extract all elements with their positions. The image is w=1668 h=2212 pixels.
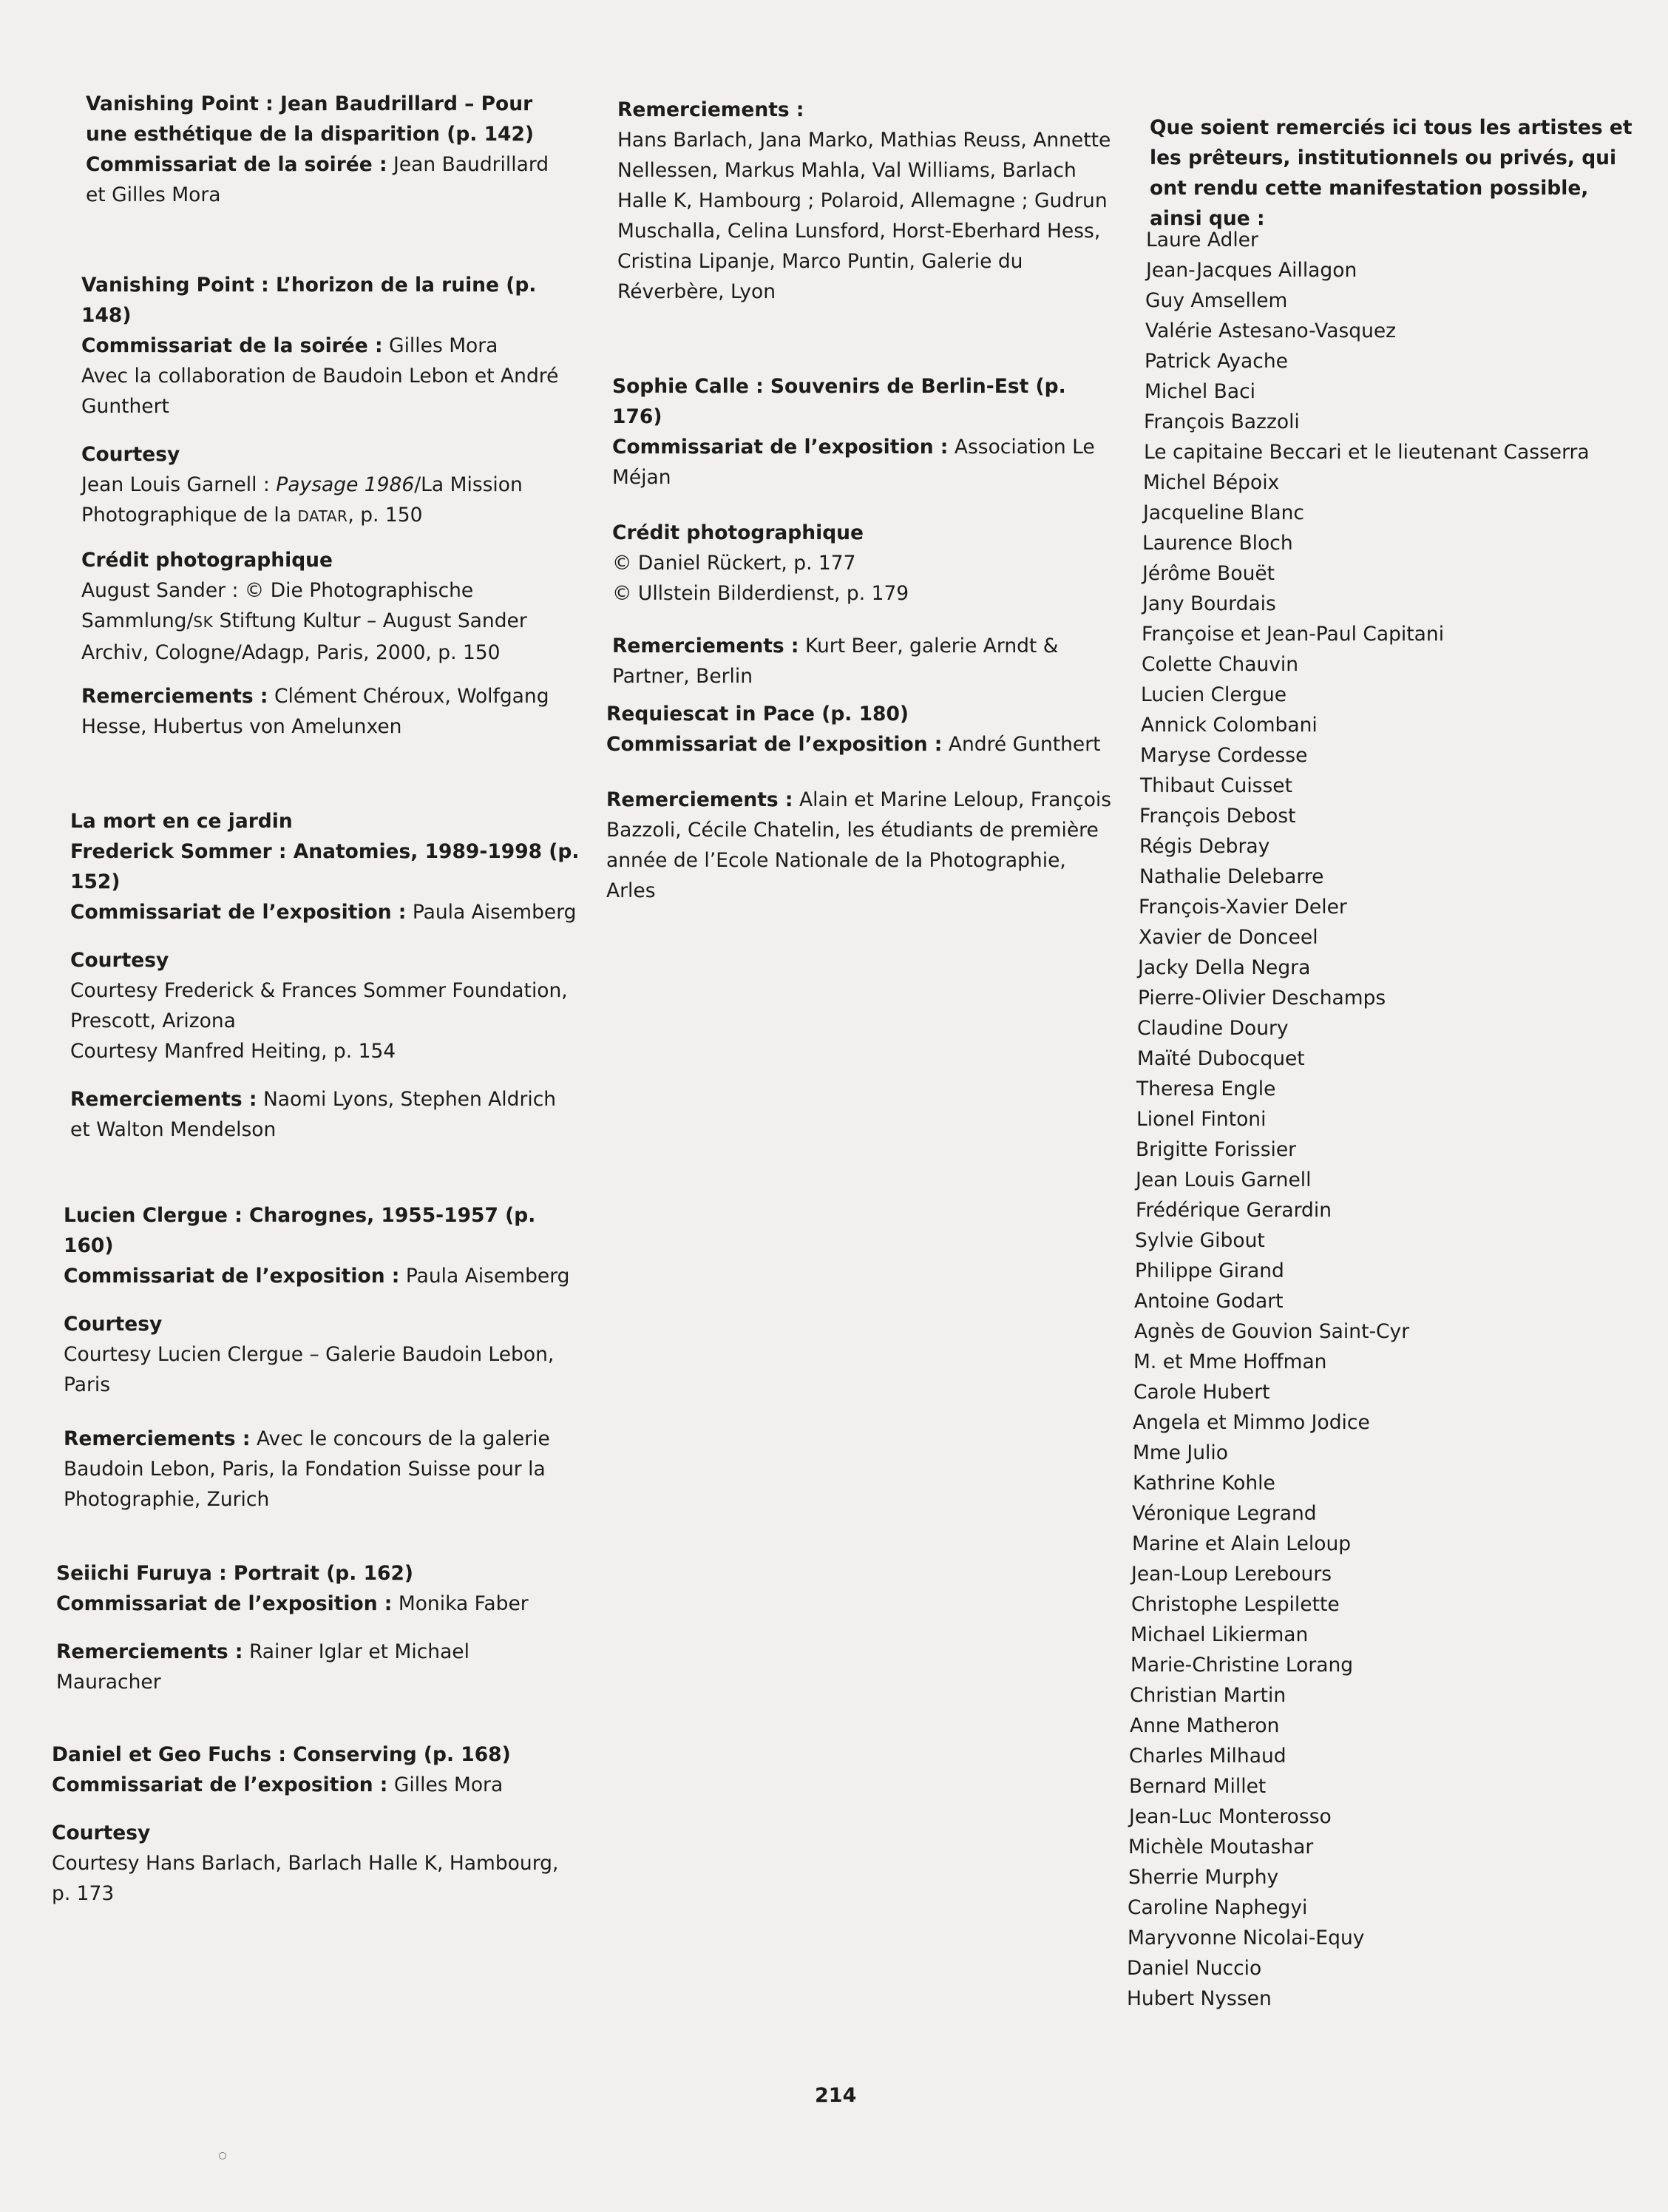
acknowledgement-name: Jean-Jacques Aillagon — [1146, 259, 1357, 282]
acknowledgement-name: Patrick Ayache — [1145, 350, 1288, 373]
section-requiescat — [606, 699, 1116, 906]
acknowledgement-name: Michel Bépoix — [1143, 471, 1280, 494]
acknowledgement-name: Thibaut Cuisset — [1140, 774, 1292, 797]
thanks-label: Remerciements : — [617, 98, 804, 121]
thanks-line: Remerciements : Naomi Lyons, Stephen Aldrich et Walton Mendelson — [70, 1088, 557, 1141]
thanks-line: Remerciements : Clément Chéroux, Wolfgang Hesse, Hubertus von Amelunxen — [81, 685, 549, 738]
page-number: 214 — [815, 2084, 857, 2107]
acknowledgement-name: Laurence Bloch — [1142, 532, 1293, 555]
courtesy-value: Jean Louis Garnell : Paysage 1986/La Mission Photographique de la DATAR, p. 150 — [81, 473, 523, 527]
acknowledgement-intro — [1150, 112, 1638, 234]
curator-line: Commissariat de l’exposition : Paula Aisemberg — [70, 901, 577, 924]
acknowledgement-name: Angela et Mimmo Jodice — [1133, 1411, 1370, 1434]
section-calle — [612, 371, 1115, 691]
courtesy-value: Courtesy Lucien Clergue – Galerie Baudoin Lebon, Paris — [64, 1343, 555, 1396]
acknowledgement-name: Marie-Christine Lorang — [1130, 1654, 1354, 1677]
acknowledgement-name: Pierre-Olivier Deschamps — [1138, 987, 1386, 1009]
acknowledgement-name: Jean Louis Garnell — [1136, 1168, 1312, 1191]
acknowledgement-name: Agnès de Gouvion Saint-Cyr — [1134, 1320, 1410, 1343]
acknowledgement-name: Françoise et Jean-Paul Capitani — [1142, 623, 1445, 646]
section-clergue — [64, 1200, 574, 1515]
thanks-line: Remerciements : Rainer Iglar et Michael Mauracher — [56, 1640, 469, 1694]
thanks-value: Hans Barlach, Jana Marko, Mathias Reuss, Annette Nellessen, Markus Mahla, Val Williams, Barlach Halle K, Hambourg ; Polaroid, Allemagne ; Gudrun Muschalla, Celina Lunsford, Horst-Eberhard Hess, Cristina Lipanje, Marco Puntin, Galerie du Réverbère, Lyon — [617, 129, 1111, 303]
credit-line-2: © Ullstein Bilderdienst, p. 179 — [612, 582, 909, 605]
acknowledgement-name: Caroline Naphegyi — [1128, 1896, 1308, 1919]
acknowledgement-name: Colette Chauvin — [1142, 653, 1299, 676]
acknowledgement-name: Véronique Legrand — [1132, 1502, 1317, 1525]
acknowledgement-name: Daniel Nuccio — [1127, 1957, 1262, 1980]
acknowledgement-name: Marine et Alain Leloup — [1132, 1532, 1352, 1555]
acknowledgement-name: Annick Colombani — [1141, 714, 1318, 737]
courtesy-label: Courtesy — [52, 1822, 151, 1844]
acknowledgement-text: Que soient remerciés ici tous les artistes et les prêteurs, institutionnels ou privés, qui ont rendu cette manifestation possible, ainsi que : — [1150, 116, 1633, 230]
acknowledgement-name: Sherrie Murphy — [1128, 1866, 1279, 1889]
acknowledgement-name: Frédérique Gerardin — [1136, 1199, 1332, 1222]
acknowledgement-name: Kathrine Kohle — [1133, 1472, 1275, 1495]
acknowledgement-name: Michèle Moutashar — [1128, 1836, 1314, 1858]
courtesy-label: Courtesy — [70, 949, 169, 972]
acknowledgement-name: Lionel Fintoni — [1136, 1108, 1267, 1131]
acknowledgement-name: Régis Debray — [1139, 835, 1270, 858]
credit-value: August Sander : © Die Photographische Sammlung/SK Stiftung Kultur – August Sander Archiv, Cologne/Adagp, Paris, 2000, p. 150 — [81, 579, 527, 664]
acknowledgement-name: Maryse Cordesse — [1140, 744, 1308, 767]
acknowledgement-name: Jean-Loup Lerebours — [1131, 1563, 1332, 1586]
acknowledgement-name: Jacky Della Negra — [1138, 956, 1311, 979]
acknowledgement-name: Maryvonne Nicolai-Equy — [1128, 1927, 1365, 1949]
section-title: Requiescat in Pace (p. 180) — [606, 703, 909, 726]
acknowledgement-name: Carole Hubert — [1133, 1381, 1270, 1404]
acknowledgement-name: Hubert Nyssen — [1127, 1987, 1272, 2010]
section-title: Sophie Calle : Souvenirs de Berlin-Est (p. 176) — [612, 375, 1066, 428]
acknowledgement-name: Laure Adler — [1146, 229, 1258, 251]
curator-line: Commissariat de l’exposition : Paula Aisemberg — [64, 1265, 570, 1288]
acknowledgement-name: Lucien Clergue — [1141, 683, 1287, 706]
curator-line: Commissariat de la soirée : Jean Baudrillard et Gilles Mora — [86, 153, 549, 206]
curator-line: Commissariat de l’exposition : Association Le Méjan — [612, 436, 1095, 489]
acknowledgement-name: Christian Martin — [1130, 1684, 1286, 1707]
courtesy-label: Courtesy — [64, 1313, 163, 1336]
acknowledgement-name: Valérie Astesano-Vasquez — [1145, 319, 1397, 342]
acknowledgement-name: Nathalie Delebarre — [1139, 865, 1324, 888]
acknowledgement-name: Brigitte Forissier — [1136, 1138, 1297, 1161]
thanks-line: Remerciements : Alain et Marine Leloup, François Bazzoli, Cécile Chatelin, les étudiants de première année de l’Ecole Nationale de la Photographie, Arles — [606, 788, 1112, 902]
section-title: Vanishing Point : L’horizon de la ruine (p. 148) — [81, 274, 537, 327]
courtesy-label: Courtesy — [81, 443, 180, 466]
section-fuchs — [52, 1739, 569, 1909]
acknowledgement-name: Jérôme Bouët — [1142, 562, 1275, 585]
curator-line: Commissariat de la soirée : Gilles Mora — [81, 334, 498, 357]
credit-label: Crédit photographique — [81, 549, 333, 572]
courtesy-value-2: Courtesy Manfred Heiting, p. 154 — [70, 1040, 396, 1063]
section-title: La mort en ce jardin — [70, 810, 293, 833]
section-furuya — [56, 1558, 566, 1697]
acknowledgement-name: Claudine Doury — [1137, 1017, 1289, 1040]
acknowledgement-name: Maïté Dubocquet — [1137, 1047, 1305, 1070]
acknowledgement-name: Antoine Godart — [1134, 1290, 1284, 1313]
curator-line: Commissariat de l’exposition : Monika Faber — [56, 1592, 529, 1615]
acknowledgement-name: Le capitaine Beccari et le lieutenant Casserra — [1144, 441, 1590, 464]
acknowledgement-name: Michel Baci — [1145, 380, 1256, 403]
acknowledgement-name: Theresa Engle — [1136, 1078, 1276, 1100]
acknowledgement-names-list — [1127, 225, 1634, 2014]
acknowledgement-name: François Bazzoli — [1144, 410, 1300, 433]
credit-line-1: © Daniel Rückert, p. 177 — [612, 552, 856, 575]
collaboration-line: Avec la collaboration de Baudoin Lebon et André Gunthert — [81, 365, 559, 418]
thanks-line: Remerciements : Kurt Beer, galerie Arndt & Partner, Berlin — [612, 635, 1059, 688]
acknowledgement-name: Christophe Lespilette — [1131, 1593, 1340, 1616]
acknowledgement-name: Sylvie Gibout — [1135, 1229, 1265, 1252]
acknowledgement-name: M. et Mme Hoffman — [1133, 1350, 1327, 1373]
section-baudrillard — [86, 89, 566, 210]
acknowledgement-name: Jany Bourdais — [1142, 592, 1276, 615]
acknowledgement-name: Charles Milhaud — [1129, 1745, 1286, 1768]
acknowledgement-name: Xavier de Donceel — [1139, 926, 1318, 949]
section-horizon-ruine — [81, 270, 569, 742]
acknowledgement-name: François-Xavier Deler — [1139, 896, 1347, 919]
acknowledgement-name: François Debost — [1139, 805, 1296, 828]
curator-line: Commissariat de l’exposition : Gilles Mora — [52, 1773, 504, 1796]
acknowledgement-name: Mme Julio — [1133, 1441, 1228, 1464]
section-title: Vanishing Point : Jean Baudrillard – Pour une esthétique de la disparition (p. 142) — [86, 92, 535, 146]
acknowledgement-name: Guy Amsellem — [1145, 289, 1288, 312]
credit-label: Crédit photographique — [612, 521, 864, 544]
thanks-line: Remerciements : Avec le concours de la galerie Baudoin Lebon, Paris, la Fondation Suisse pour la Photographie, Zurich — [64, 1427, 550, 1511]
section-title: Daniel et Geo Fuchs : Conserving (p. 168) — [52, 1743, 511, 1766]
courtesy-value: Courtesy Frederick & Frances Sommer Foundation, Prescott, Arizona — [70, 979, 568, 1032]
acknowledgement-name: Jacqueline Blanc — [1143, 501, 1304, 524]
section-title: Seiichi Furuya : Portrait (p. 162) — [56, 1562, 413, 1585]
print-mark — [219, 2152, 226, 2159]
acknowledgement-name: Bernard Millet — [1129, 1775, 1267, 1798]
section-sommer — [70, 806, 580, 1145]
section-fuchs-thanks — [617, 95, 1120, 307]
acknowledgement-name: Michael Likierman — [1130, 1623, 1309, 1646]
acknowledgement-name: Philippe Girand — [1135, 1259, 1284, 1282]
curator-line: Commissariat de l’exposition : André Gunthert — [606, 733, 1101, 756]
section-subtitle: Frederick Sommer : Anatomies, 1989-1998 (p. 152) — [70, 840, 580, 893]
acknowledgement-name: Anne Matheron — [1130, 1714, 1280, 1737]
acknowledgement-name: Jean-Luc Monterosso — [1129, 1805, 1332, 1828]
courtesy-value: Courtesy Hans Barlach, Barlach Halle K, Hambourg, p. 173 — [52, 1852, 559, 1905]
section-title: Lucien Clergue : Charognes, 1955-1957 (p. 160) — [64, 1204, 536, 1257]
